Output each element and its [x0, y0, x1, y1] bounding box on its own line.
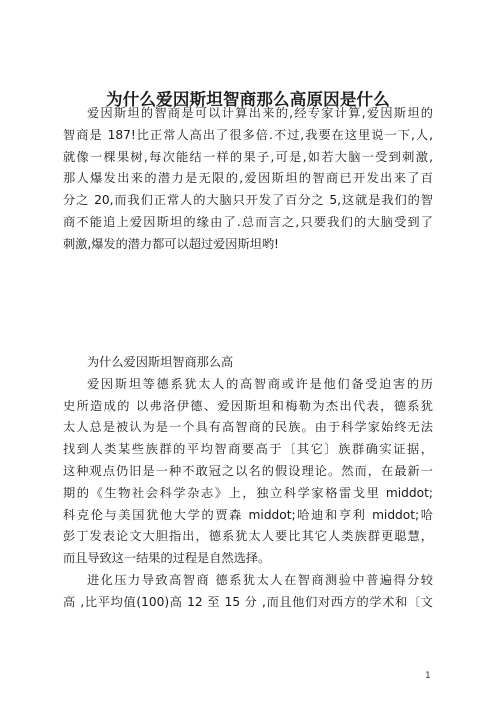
- paragraph-line: 科克伦与美国犹他大学的贾森 middot;哈迪和亨利 middot;哈: [63, 507, 433, 522]
- paragraph-line: 高 ,比平均值(100)高 12 至 15 分 ,而且他们对西方的学术和〔文: [63, 594, 433, 609]
- section-body: [63, 352, 433, 614]
- paragraph-line: 而且导致这一结果的过程是自然选择。: [63, 551, 271, 566]
- paragraph-line: 太人总是被认为是一个具有高智商的民族。由于科学家始终无法: [63, 420, 433, 435]
- paragraph-line: 那人爆发出来的潜力是无限的,爱因斯坦的智商已开发出来了百: [63, 171, 433, 186]
- paragraph-line: 期的《生物社会科学杂志》上，独立科学家格雷戈里 middot;: [63, 485, 433, 500]
- paragraph-line: 找到人类某些族群的平均智商要高于〔其它〕族群确实证据，: [63, 442, 433, 457]
- document-title: 为什么爱因斯坦智商那么高原因是什么: [106, 90, 390, 109]
- paragraph-line: 智商是 187!比正常人高出了很多倍.不过,我要在这里说一下,人,: [63, 127, 433, 142]
- paragraph-line: 这种观点仍旧是一种不敢冠之以名的假设理论。然而，在最新一: [63, 463, 433, 478]
- paragraph-line: 彭丁发表论文大胆指出，德系犹太人要比其它人类族群更聪慧，: [63, 529, 433, 544]
- paragraph-line: 分之 20,而我们正常人的大脑只开发了百分之 5,这就是我们的智: [63, 193, 433, 208]
- paragraph-line: 史所造成的 以弗洛伊德、爱因斯坦和梅勒为杰出代表，德系犹: [63, 398, 433, 413]
- paragraph-line: 商不能追上爱因斯坦的缘由了.总而言之,只要我们的大脑受到了: [63, 214, 433, 229]
- paragraph-1: [63, 103, 433, 256]
- paragraph-line: 进化压力导致高智商 德系犹太人在智商测验中普遍得分较: [87, 572, 433, 587]
- page-number: 1: [425, 671, 431, 681]
- section-subheading: 为什么爱因斯坦智商那么高: [87, 355, 234, 369]
- paragraph-line: 刺激,爆发的潜力都可以超过爱因斯坦哟!: [63, 236, 279, 251]
- paragraph-line: 爱因斯坦的智商是可以计算出来的,经专家计算,爱因斯坦的: [87, 106, 433, 120]
- paragraph-line: 爱因斯坦等德系犹太人的高智商或许是他们备受迫害的历: [87, 376, 433, 391]
- paragraph-line: 就像一棵果树,每次能结一样的果子,可是,如若大脑一受到刺激,: [63, 149, 433, 164]
